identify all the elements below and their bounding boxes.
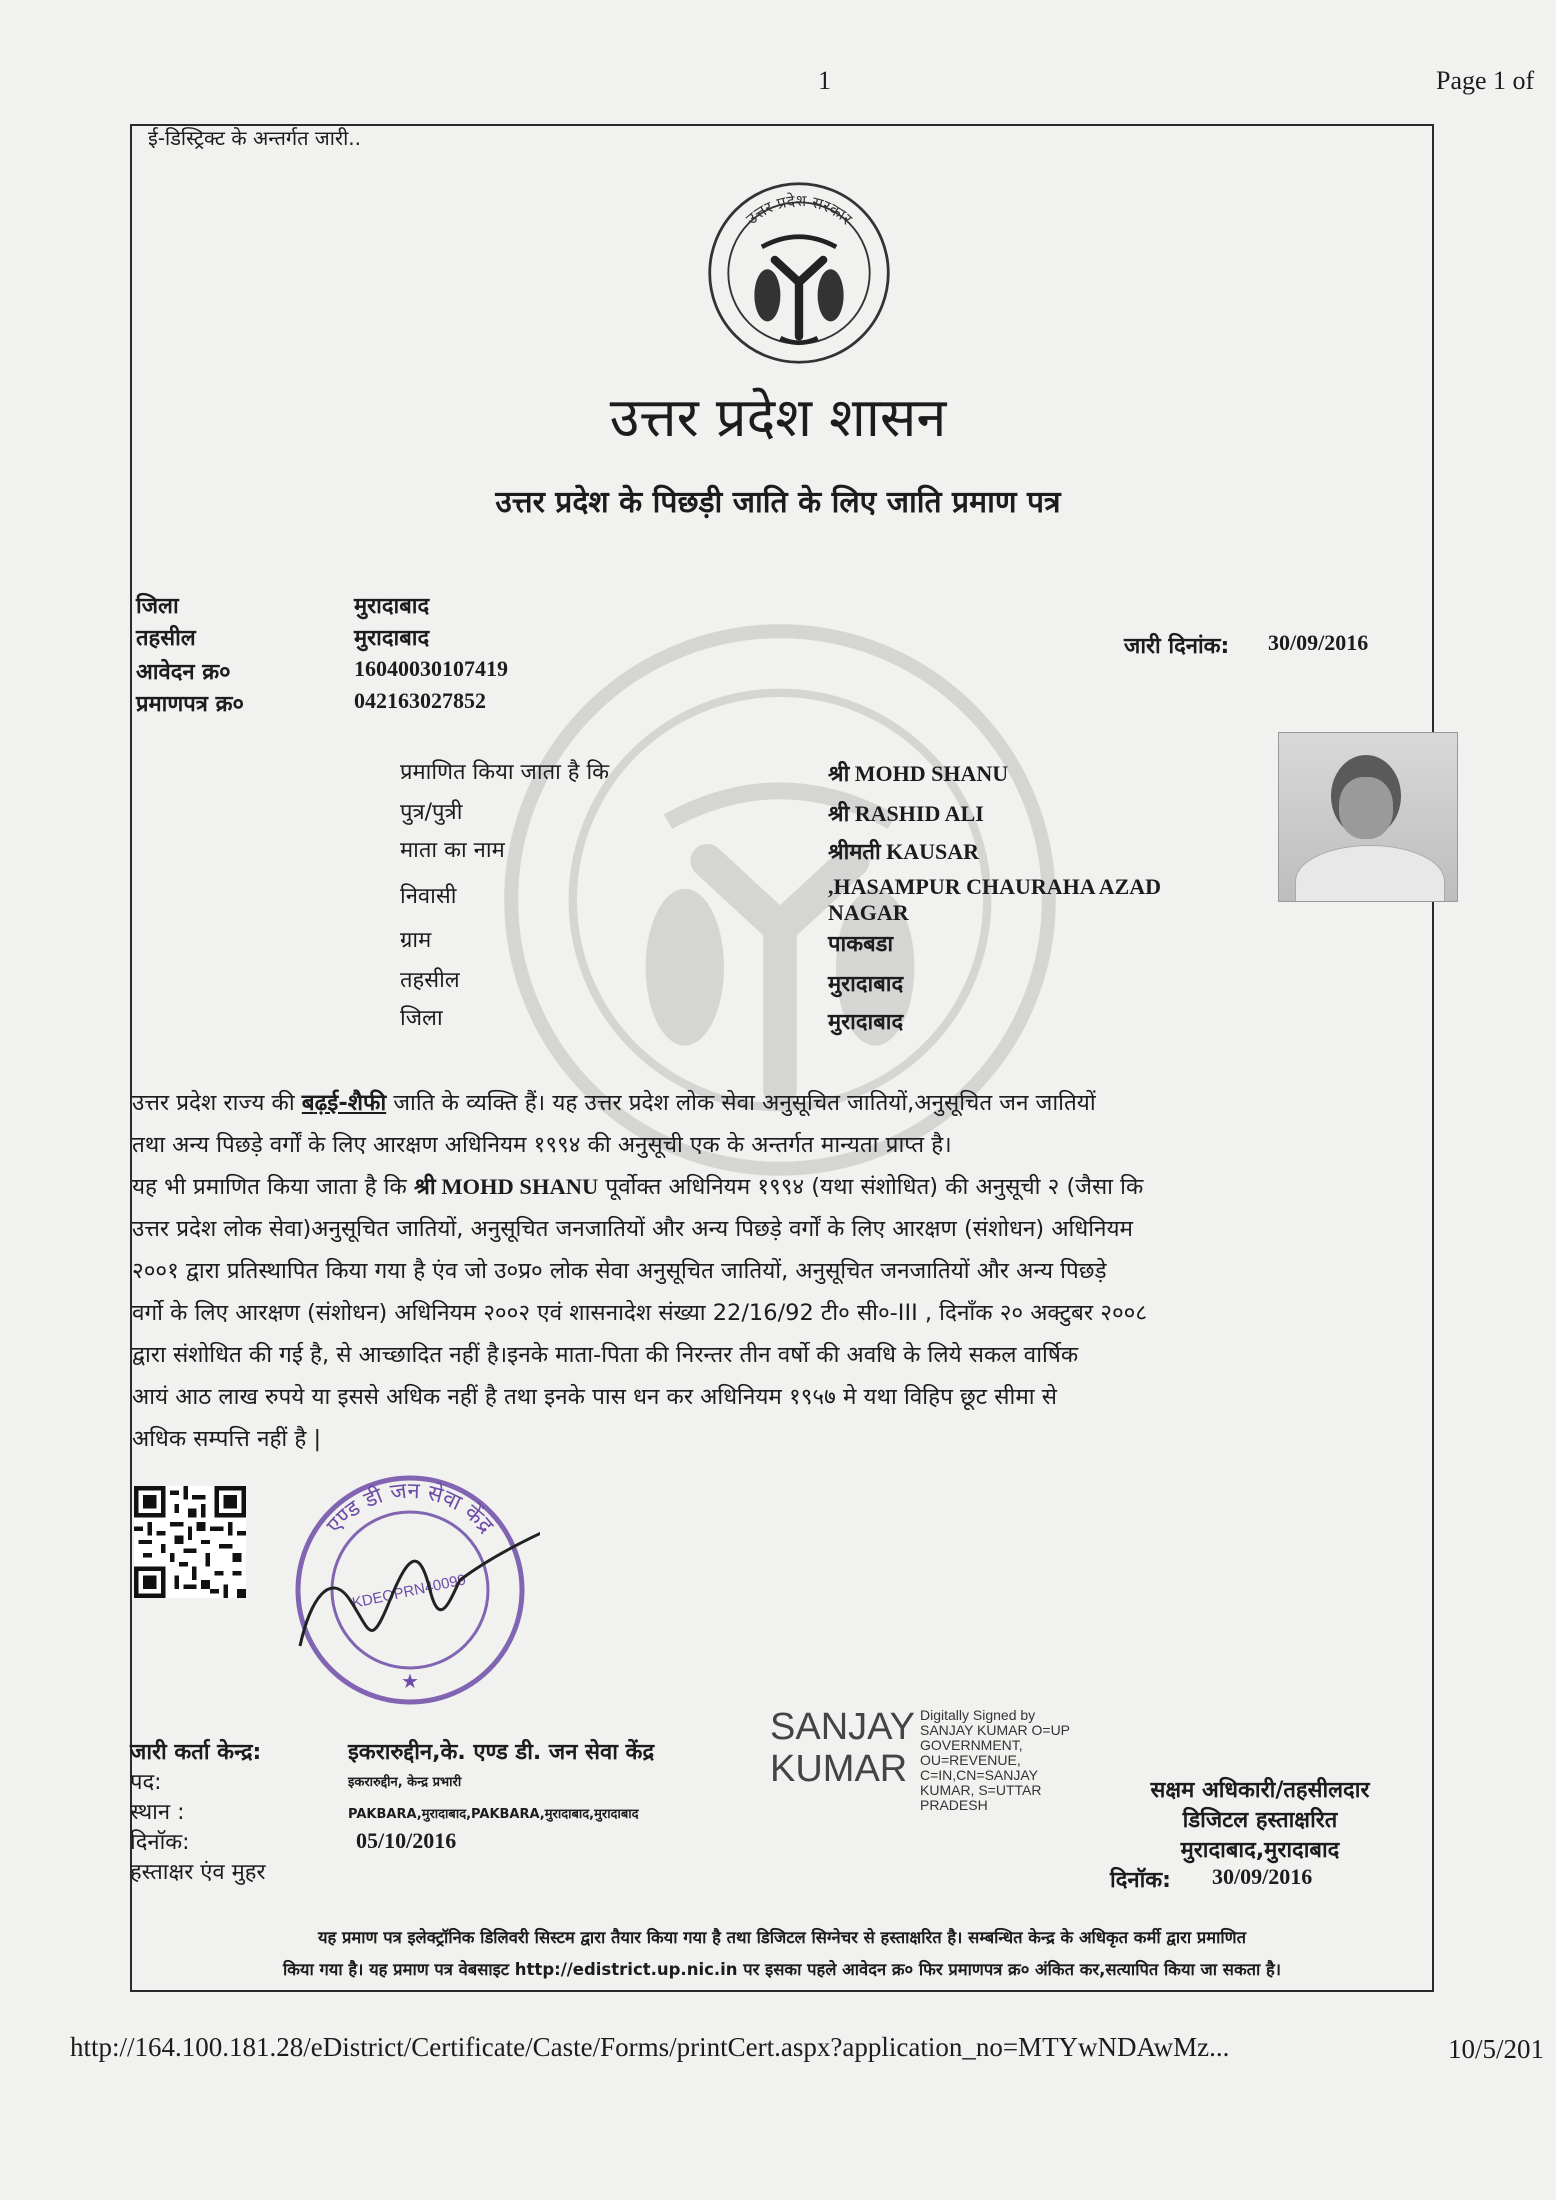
digital-signature-details	[920, 1708, 1070, 1813]
body-para2-line3: २००१ द्वारा प्रतिस्थापित किया गया है एंव जो उ०प्र० लोक सेवा अनुसूचित जातियों, अनुसूचित जनजातियों और अन्य पिछड़े	[132, 1258, 1107, 1284]
certificate-no-label: प्रमाणपत्र क्र०	[136, 692, 244, 717]
page-of-label: Page 1 of	[1436, 66, 1535, 95]
svg-text:उत्तर प्रदेश सरकार	[742, 191, 856, 229]
issuer-date-label: दिनॉक:	[130, 1830, 190, 1855]
certificate-no-value: 042163027852	[354, 688, 486, 713]
disclaimer-line: किया गया है। यह प्रमाण पत्र वेबसाइट http://edistrict.up.nic.in पर इसका पहले आवेदन क्र० फिर प्रमाणपत्र क्र० अंकित कर,सत्यापित किया जा सकता है।	[282, 1960, 1282, 1979]
official-stamp-icon	[280, 1450, 540, 1710]
officer-date-value: 30/09/2016	[1212, 1864, 1313, 1889]
issuing-center-label: जारी कर्ता केन्द्र:	[130, 1740, 262, 1765]
disclaimer	[132, 1922, 1432, 1986]
body-para2-line6: आयं आठ लाख रुपये या इससे अधिक नहीं है तथा इनके पास धन कर अधिनियम १९५७ मे यथा विहिप छूट सीमा से	[132, 1384, 1057, 1410]
government-title: उत्तर प्रदेश शासन	[609, 386, 947, 449]
resident-address-line2: NAGAR	[828, 900, 909, 925]
print-date: 10/5/201	[1448, 2034, 1545, 2064]
signer-first-name: SANJAY	[770, 1706, 916, 1748]
body-para2-line4: वर्गो के लिए आरक्षण (संशोधन) अधिनियम २००२ एवं शासनादेश संख्या 22/16/92 टी० सी०-III , दिनाँक २० अक्टुबर २००८	[132, 1300, 1148, 1326]
signature-detail-line: OU=REVENUE,	[920, 1752, 1021, 1768]
signature-detail-line: Digitally Signed by	[920, 1707, 1036, 1723]
sign-seal-label: हस्ताक्षर एंव मुहर	[130, 1860, 266, 1885]
officer-location: मुरादाबाद,मुरादाबाद	[1180, 1838, 1340, 1863]
district-value: मुरादाबाद	[354, 594, 430, 619]
signature-detail-line: SANJAY KUMAR O=UP	[920, 1722, 1071, 1738]
body-text: जाति के व्यक्ति हैं। यह उत्तर प्रदेश लोक सेवा अनुसूचित जातियों,अनुसूचित जन जातियों	[386, 1090, 1096, 1116]
post-value: इकरारुद्दीन, केन्द्र प्रभारी	[348, 1775, 462, 1790]
place-label: स्थान :	[130, 1800, 185, 1825]
svg-text:एण्ड डी जन सेवा केंद्र	[322, 1479, 498, 1539]
district-row-label: जिला	[400, 1006, 443, 1031]
person-name: श्री MOHD SHANU	[828, 761, 1009, 786]
tehsil-label: तहसील	[136, 626, 196, 651]
body-para1-line2: तथा अन्य पिछड़े वर्गों के लिए आरक्षण अधिनियम १९९४ की अनुसूची एक के अन्तर्गत मान्यता प्राप्त है।	[132, 1132, 952, 1158]
village-value: पाकबडा	[828, 932, 894, 957]
body-text: पूर्वोक्त अधिनियम १९९४ (यथा संशोधित) की अनुसूची २ (जैसा कि	[598, 1174, 1144, 1200]
print-url: http://164.100.181.28/eDistrict/Certificate/Caste/Forms/printCert.aspx?application_no=MTYwNDAwMz...	[70, 2032, 1230, 2062]
mother-label: माता का नाम	[400, 838, 505, 863]
tehsil-value: मुरादाबाद	[354, 626, 430, 651]
issue-date-label: जारी दिनांक:	[1124, 634, 1230, 659]
signature-detail-line: GOVERNMENT,	[920, 1737, 1023, 1753]
post-label: पद:	[130, 1770, 162, 1795]
body-para2-line1	[132, 1166, 1143, 1208]
state-emblem-icon	[706, 180, 892, 366]
qr-code-icon	[134, 1486, 246, 1598]
stamp-code: KDEOPRN40099	[350, 1571, 468, 1612]
signature-detail-line: PRADESH	[920, 1797, 988, 1813]
applicant-photo	[1278, 732, 1458, 902]
stamp-ring-text: एण्ड डी जन सेवा केंद्र	[322, 1478, 499, 1539]
issue-date-value: 30/09/2016	[1268, 630, 1369, 655]
mother-name: श्रीमती KAUSAR	[828, 839, 980, 864]
disclaimer-line: यह प्रमाण पत्र इलेक्ट्रॉनिक डिलिवरी सिस्टम द्वारा तैयार किया गया है तथा डिजिटल सिग्नेचर से हस्ताक्षरित है। सम्बन्धित केन्द्र के अधिकृत कर्मी द्वारा प्रमाणित	[317, 1928, 1247, 1947]
issuer-date-value: 05/10/2016	[356, 1828, 457, 1853]
body-para2-line2: उत्तर प्रदेश लोक सेवा)अनुसूचित जातियों, अनुसूचित जनजातियों और अन्य पिछड़े वर्गों के लिए आरक्षण (संशोधन) अधिनियम	[132, 1216, 1134, 1242]
issued-note: ई-डिस्ट्रिक्ट के अन्तर्गत जारी..	[148, 126, 361, 150]
village-label: ग्राम	[400, 928, 432, 953]
officer-date-label: दिनॉक:	[1110, 1868, 1171, 1893]
body-para2-line7: अधिक सम्पत्ति नहीं है |	[132, 1426, 322, 1452]
father-name: श्री RASHID ALI	[828, 801, 984, 826]
page-number: 1	[818, 66, 831, 95]
issuing-center-value: इकरारुद्दीन,के. एण्ड डी. जन सेवा केंद्र	[348, 1740, 655, 1765]
signature-detail-line: KUMAR, S=UTTAR	[920, 1782, 1042, 1798]
certificate-title: उत्तर प्रदेश के पिछड़ी जाति के लिए जाति प्रमाण पत्र	[495, 485, 1061, 520]
resident-address-line1: ,HASAMPUR CHAURAHA AZAD	[828, 874, 1162, 899]
application-value: 16040030107419	[354, 656, 508, 681]
body-text: यह भी प्रमाणित किया जाता है कि	[132, 1174, 414, 1200]
father-label: पुत्र/पुत्री	[400, 800, 463, 825]
body-para2-line5: द्वारा संशोधित की गई है, से आच्छादित नहीं है।इनके माता-पिता की निरन्तर तीन वर्षो की अवधि के लिये सकल वार्षिक	[132, 1342, 1079, 1368]
district-label: जिला	[136, 594, 179, 619]
digital-signature-name	[770, 1706, 915, 1790]
application-label: आवेदन क्र०	[136, 660, 231, 685]
competent-authority-block	[1080, 1776, 1440, 1866]
emblem-ring-text: उत्तर प्रदेश सरकार	[742, 190, 857, 229]
officer-digital-signed: डिजिटल हस्ताक्षरित	[1182, 1808, 1338, 1833]
signature-detail-line: C=IN,CN=SANJAY	[920, 1767, 1038, 1783]
resident-label: निवासी	[400, 884, 457, 909]
certified-label: प्रमाणित किया जाता है कि	[400, 760, 610, 785]
district-row-value: मुरादाबाद	[828, 1010, 904, 1035]
body-person-name: श्री MOHD SHANU	[413, 1174, 599, 1199]
place-value: PAKBARA,मुरादाबाद,PAKBARA,मुरादाबाद,मुरादाबाद	[348, 1807, 639, 1822]
tehsil-row-label: तहसील	[400, 968, 460, 993]
svg-text:★: ★	[401, 1669, 419, 1693]
body-para1-line1	[132, 1082, 1096, 1124]
tehsil-row-value: मुरादाबाद	[828, 972, 904, 997]
signer-last-name: KUMAR	[770, 1748, 908, 1790]
body-text: उत्तर प्रदेश राज्य की	[132, 1090, 302, 1116]
caste-name: बढ़ई-शैफी	[301, 1090, 387, 1116]
officer-title: सक्षम अधिकारी/तहसीलदार	[1150, 1778, 1370, 1803]
